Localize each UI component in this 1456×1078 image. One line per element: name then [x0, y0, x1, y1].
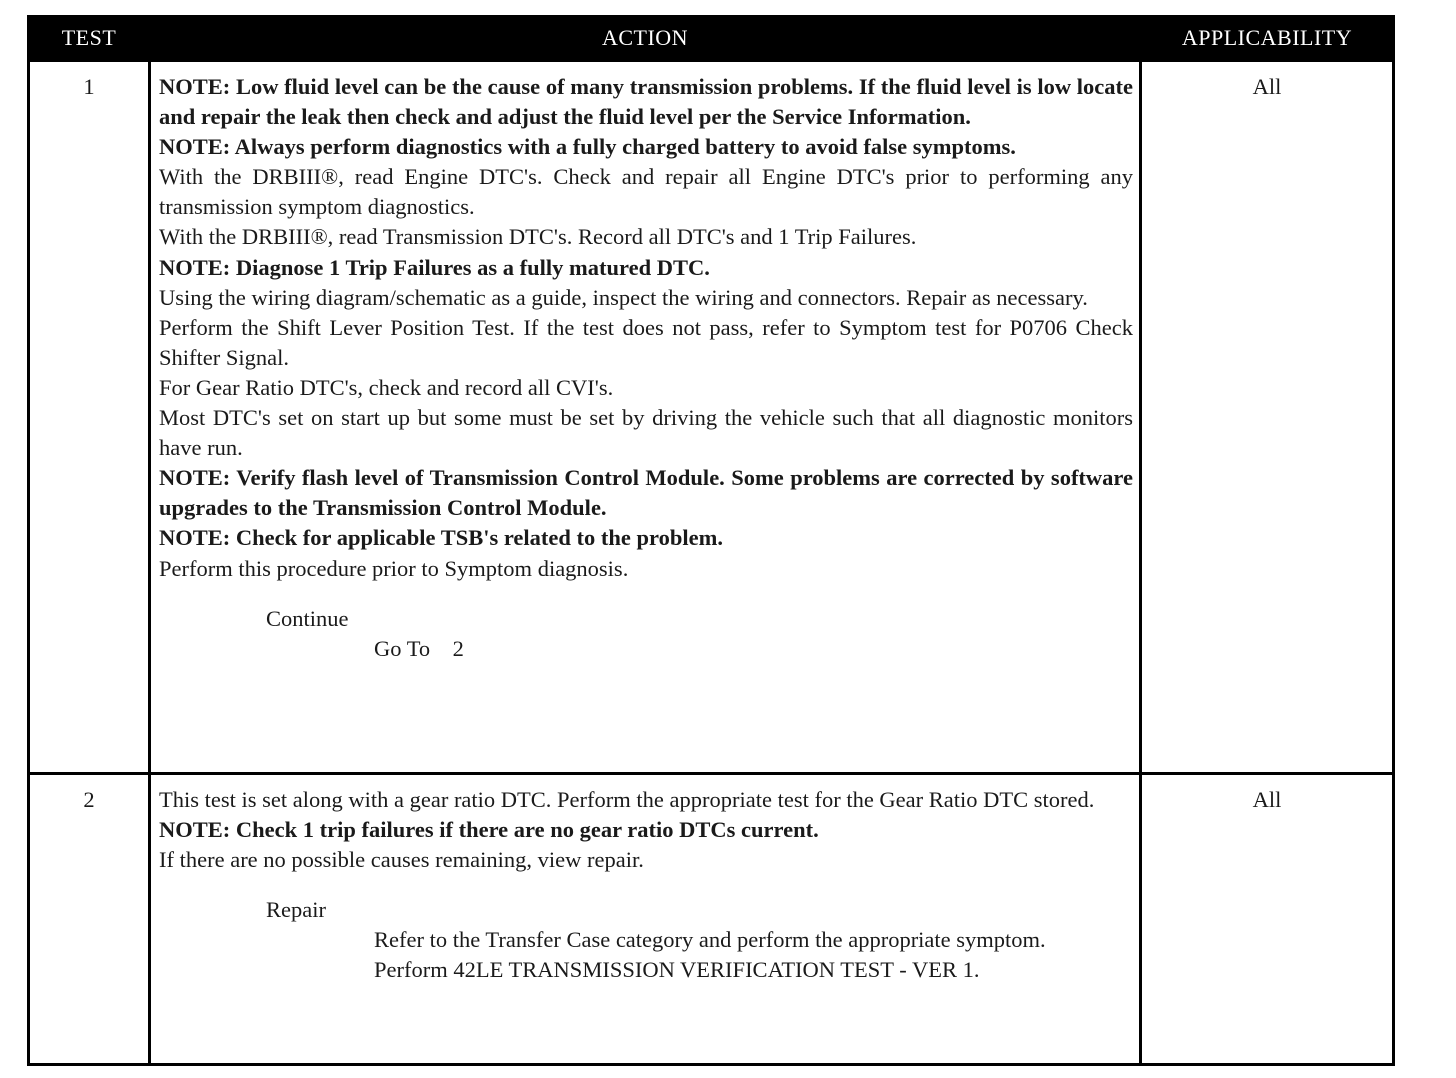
result-label: Repair	[266, 897, 326, 923]
test-number: 2	[29, 774, 150, 1065]
header-test: TEST	[29, 17, 150, 61]
instruction-line: Most DTC's set on start up but some must be set by driving the vehicle such that all diagnostic monitors have run.	[159, 405, 1133, 461]
note-line: NOTE: Verify flash level of Transmission Control Module. Some problems are corrected by software upgrades to the Transmission Control Module.	[159, 465, 1133, 521]
instruction-line: If there are no possible causes remaining, view repair.	[159, 847, 644, 873]
action-cell	[150, 61, 1141, 774]
instruction-line: Perform the Shift Lever Position Test. If the test does not pass, refer to Symptom test for P0706 Check Shifter Signal.	[159, 314, 1133, 370]
result-action: Go To 2	[374, 635, 464, 661]
applicability-value: All	[1141, 61, 1394, 774]
table-row	[29, 774, 1394, 1065]
result-label: Continue	[266, 605, 349, 631]
spacer	[159, 584, 1133, 604]
applicability-value: All	[1141, 774, 1394, 1065]
instruction-line: Using the wiring diagram/schematic as a guide, inspect the wiring and connectors. Repair as necessary.	[159, 284, 1088, 310]
note-line: NOTE: Low fluid level can be the cause of many transmission problems. If the fluid level is low locate and repair the leak then check and adjust the fluid level per the Service Information.	[159, 74, 1133, 130]
table-row	[29, 61, 1394, 774]
header-applicability: APPLICABILITY	[1141, 17, 1394, 61]
note-line: NOTE: Check for applicable TSB's related to the problem.	[159, 525, 723, 551]
note-line: NOTE: Always perform diagnostics with a fully charged battery to avoid false symptoms.	[159, 134, 1016, 160]
test-number: 1	[29, 61, 150, 774]
diagnostic-test-table	[27, 15, 1395, 1066]
table-header-row	[29, 17, 1394, 61]
action-cell	[150, 774, 1141, 1065]
diagnostic-test-table-document	[27, 15, 1395, 1066]
header-action: ACTION	[150, 17, 1141, 61]
result-action: Refer to the Transfer Case category and perform the appropriate symptom.	[374, 927, 1046, 953]
spacer	[159, 875, 1133, 895]
note-line: NOTE: Diagnose 1 Trip Failures as a fully matured DTC.	[159, 254, 710, 280]
instruction-line: Perform this procedure prior to Symptom diagnosis.	[159, 555, 629, 581]
instruction-line: With the DRBIII®, read Engine DTC's. Check and repair all Engine DTC's prior to performing any transmission symptom diagnostics.	[159, 164, 1133, 220]
instruction-line: With the DRBIII®, read Transmission DTC's. Record all DTC's and 1 Trip Failures.	[159, 224, 917, 250]
result-action: Perform 42LE TRANSMISSION VERIFICATION TEST - VER 1.	[374, 957, 980, 983]
instruction-line: For Gear Ratio DTC's, check and record all CVI's.	[159, 374, 614, 400]
instruction-line: This test is set along with a gear ratio DTC. Perform the appropriate test for the Gear Ratio DTC stored.	[159, 787, 1095, 812]
note-line: NOTE: Check 1 trip failures if there are no gear ratio DTCs current.	[159, 817, 819, 843]
